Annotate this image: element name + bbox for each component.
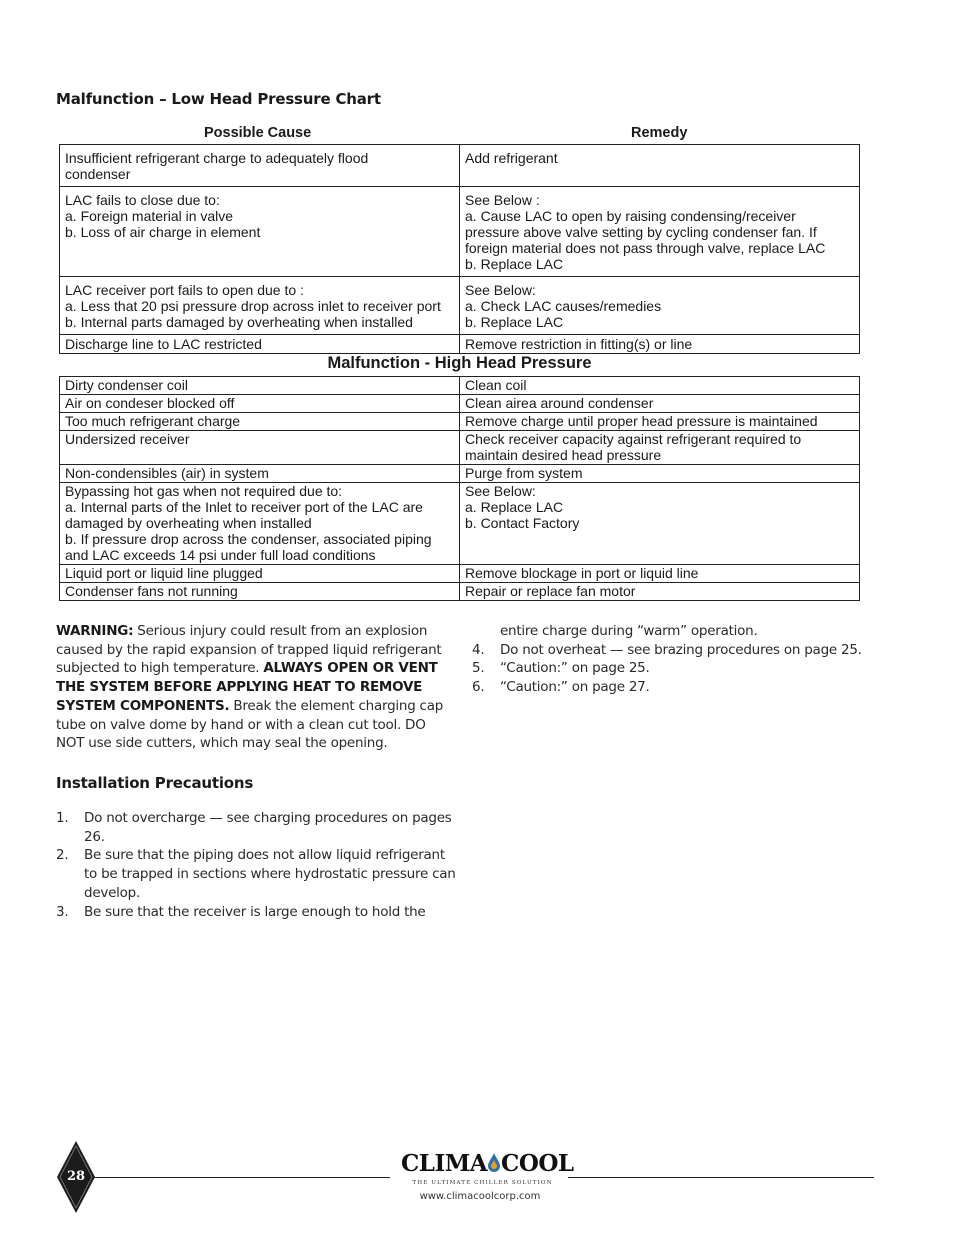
remedy-cell: Purge from system [460,465,860,483]
warning-text-2: Break the element charging cap tube on valve dome by hand or with a clean cut tool. DO NOT use side cutters, which may seal the opening. [56,697,444,752]
step-text: “Caution:” on page 25. [500,660,650,677]
step-text: entire charge during “warm” operation. [500,623,758,639]
remedy-cell: Remove charge until proper head pressure is maintained [460,413,860,431]
step-text: Be sure that the receiver is large enough to hold the [84,903,426,920]
cause-cell: Air on condeser blocked off [60,395,460,413]
installation-precautions-title: Installation Precautions [56,774,254,792]
step-number: 1. [56,810,69,826]
step-text: Do not overheat — see brazing procedures on page 25. [500,641,862,658]
table-row [60,145,860,187]
step-text: Do not overcharge — see charging procedures on pages 26. [84,810,452,845]
table-row [60,431,860,465]
table-row [60,483,860,565]
remedy-cell: Remove blockage in port or liquid line [460,565,860,583]
list-item [472,641,872,660]
website-url: www.climacoolcorp.com [419,1191,541,1202]
list-item [56,846,456,902]
table-row [60,413,860,431]
table-row [60,395,860,413]
table-row [60,335,860,354]
page-number: 28 [66,1169,86,1184]
remedy-cell: See Below : a. Cause LAC to open by raising condensing/receiver pressure above valve setting by cycling condenser fan. If foreign material does not pass through valve, replace LAC b. Replace LAC [460,187,860,277]
warning-text-1: Serious injury could result from an explosion caused by the rapid expansion of trapped liquid refrigerant subjected to high temperature. [56,623,442,677]
high-head-pressure-title: Malfunction - High Head Pressure [327,354,592,372]
cause-cell: Too much refrigerant charge [60,413,460,431]
cause-cell: Insufficient refrigerant charge to adequately flood condenser [60,145,460,187]
step-text: Be sure that the piping does not allow liquid refrigerant to be trapped in sections where hydrostatic pressure can develop. [84,847,456,901]
table-row [60,465,860,483]
cause-cell: LAC receiver port fails to open due to : a. Less that 20 psi pressure drop across inlet to receiver port b. Internal parts damaged by overheating when installed [60,277,460,335]
table-row [60,377,860,395]
list-item [472,678,872,697]
installation-steps-left [56,809,456,921]
cause-cell: Dirty condenser coil [60,377,460,395]
table-row [60,277,860,335]
list-item [472,659,872,678]
list-item [56,903,456,922]
footer-rule-left [88,1177,390,1178]
cause-cell: Discharge line to LAC restricted [60,335,460,354]
cause-cell: Liquid port or liquid line plugged [60,565,460,583]
remedy-cell: Add refrigerant [460,145,860,187]
logo-text-left: CLIMA [401,1150,488,1177]
low-head-pressure-title: Malfunction – Low Head Pressure Chart [56,90,381,108]
remedy-cell: See Below: a. Check LAC causes/remedies b. Replace LAC [460,277,860,335]
cause-cell: Non-condensibles (air) in system [60,465,460,483]
cause-cell: Undersized receiver [60,431,460,465]
possible-cause-header: Possible Cause [204,125,312,141]
warning-paragraph [56,622,454,753]
step-number: 5. [472,660,485,677]
cause-cell: Condenser fans not running [60,583,460,601]
table-row [60,565,860,583]
table-row [60,187,860,277]
remedy-cell: Repair or replace fan motor [460,583,860,601]
logo-text-right: COOL [501,1150,574,1177]
droplet-icon [487,1152,501,1174]
high-head-pressure-table [59,376,860,601]
list-item [472,622,872,641]
step-text: “Caution:” on page 27. [500,679,650,696]
warning-bold-text: ALWAYS OPEN OR VENT THE SYSTEM BEFORE APPLYING HEAT TO REMOVE SYSTEM COMPONENTS. [56,660,438,714]
table-row [60,583,860,601]
step-number: 3. [56,903,69,920]
step-number: 6. [472,679,485,696]
remedy-cell: Check receiver capacity against refrigerant required to maintain desired head pressure [460,431,860,465]
list-item [56,809,456,846]
footer-rule-right [568,1177,874,1178]
installation-steps-right [472,622,872,697]
low-head-pressure-table [59,144,860,354]
cause-cell: Bypassing hot gas when not required due to: a. Internal parts of the Inlet to receiver port of the LAC are damaged by overheating when installed b. If pressure drop across the condenser, associated piping and LAC exceeds 14 psi under full load conditions [60,483,460,565]
step-number: 4. [472,641,485,658]
remedy-cell: See Below: a. Replace LAC b. Contact Factory [460,483,860,565]
warning-label: WARNING: [56,623,134,639]
remedy-header: Remedy [631,125,688,141]
climacool-logo [401,1150,574,1177]
cause-cell: LAC fails to close due to: a. Foreign material in valve b. Loss of air charge in element [60,187,460,277]
step-number: 2. [56,847,69,864]
remedy-cell: Clean coil [460,377,860,395]
remedy-cell: Clean airea around condenser [460,395,860,413]
remedy-cell: Remove restriction in fitting(s) or line [460,335,860,354]
logo-tagline: THE ULTIMATE CHILLER SOLUTION [412,1180,553,1186]
